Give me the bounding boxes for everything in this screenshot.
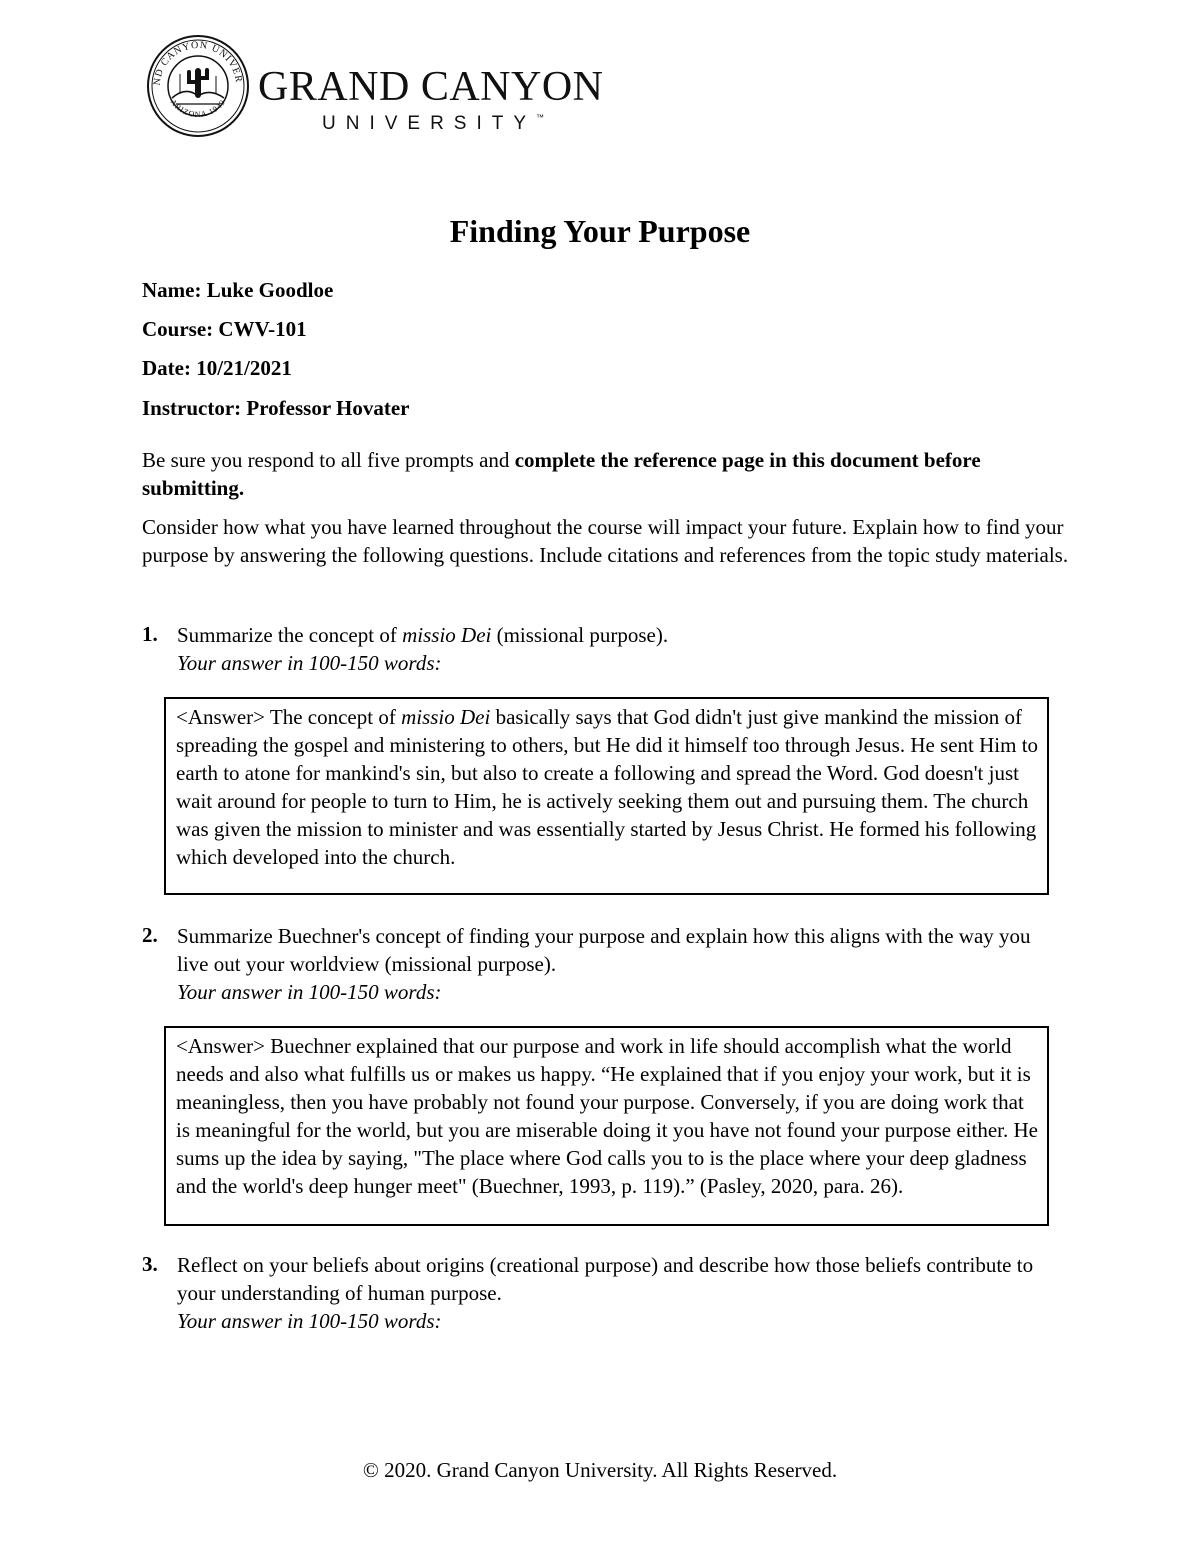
svg-text:ARIZONA 1949: ARIZONA 1949 [168, 97, 228, 119]
svg-text:GRAND CANYON UNIVERSITY: ND CANYON UNIVER [151, 39, 244, 86]
university-seal-logo [146, 34, 250, 138]
copyright-footer: © 2020. Grand Canyon University. All Rights Reserved. [362, 1458, 838, 1482]
question-3-hint: Your answer in 100-150 words: [177, 1309, 442, 1333]
question-1-text: Summarize the concept of missio Dei (missional purpose). Your answer in 100-150 words: [177, 621, 1067, 677]
question-2-text: Summarize Buechner's concept of finding your purpose and explain how this aligns with the way you live out your worldview (missional purpose). Your answer in 100-150 words: [177, 922, 1067, 1006]
question-number: 3. [142, 1252, 158, 1276]
instructions-paragraph: Be sure you respond to all five prompts and complete the reference page in this document before submitting. [142, 448, 981, 500]
question-number: 1. [142, 622, 158, 646]
logo-wordmark: GRAND CANYON [258, 64, 604, 110]
question-2-hint: Your answer in 100-150 words: [177, 980, 442, 1004]
course-label: Course: CWV-101 [142, 317, 307, 341]
seal-icon [146, 34, 250, 138]
instructor-label: Instructor: Professor Hovater [142, 396, 410, 420]
intro-paragraph: Consider how what you have learned throughout the course will impact your future. Explain how to find your purpose by answering the following questions. Include citations and references from the topic study materials. [142, 515, 1069, 567]
question-1-hint: Your answer in 100-150 words: [177, 651, 442, 675]
answer-2-box[interactable]: <Answer> Buechner explained that our purpose and work in life should accomplish what the world needs and also what fulfills us or makes us happy. “He explained that if you enjoy your work, but it is meaningless, then you have probably not found your purpose. Conversely, if you are doing work that is meaningful for the world, but you are miserable doing it you have not found your purpose either. He sums up the idea by saying, "The place where God calls you to is the place where your deep gladness and the world's deep hunger meet" (Buechner, 1993, p. 119).” (Pasley, 2020, para. 26). [164, 1026, 1049, 1226]
question-3-text: Reflect on your beliefs about origins (creational purpose) and describe how those beliefs contribute to your understanding of human purpose. Your answer in 100-150 words: [177, 1251, 1067, 1335]
date-label: Date: 10/21/2021 [142, 356, 292, 380]
student-name: Name: Luke Goodloe [142, 278, 334, 302]
question-number: 2. [142, 923, 158, 947]
answer-1-box[interactable]: <Answer> The concept of missio Dei basically says that God didn't just give mankind the mission of spreading the gospel and ministering to others, but He did it himself too through Jesus. He sent Him to earth to atone for mankind's sin, but also to create a following and spread the Word. God doesn't just wait around for people to turn to Him, he is actively seeking them out and pursuing them. The church was given the mission to minister and was essentially started by Jesus Christ. He formed his following which developed into the church. [164, 697, 1049, 895]
logo-subtitle: UNIVERSITY™ [322, 113, 545, 134]
page-title: Finding Your Purpose [449, 213, 751, 249]
